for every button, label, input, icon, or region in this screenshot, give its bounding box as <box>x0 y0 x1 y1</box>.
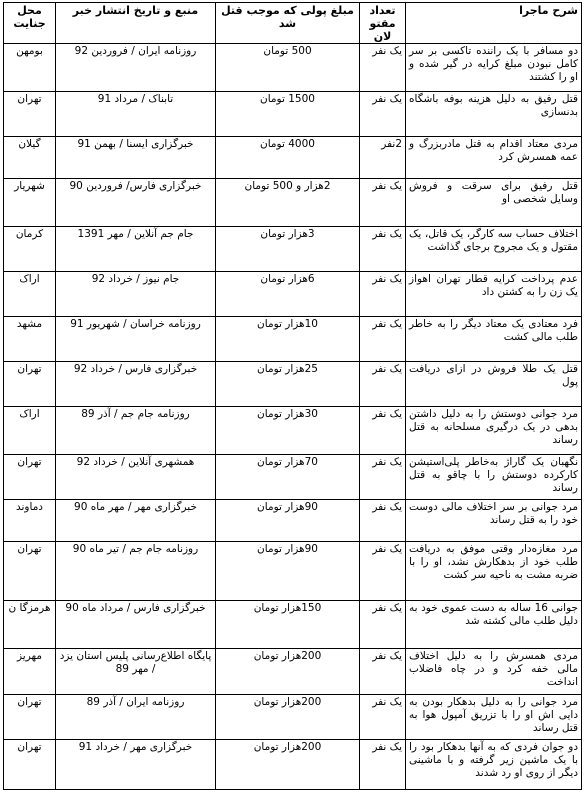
cell-place: اراک <box>4 272 56 317</box>
cell-source: روزنامه ایران / آذر 89 <box>56 695 216 740</box>
cell-description: مرد مغازه‌دار وقتی موفق به دریافت طلب خود از بدهکارش نشد، او را با ضربه مشت به ناحیه سر کشت <box>406 542 582 601</box>
cell-source: خبرگزاری فارس / خرداد 92 <box>56 362 216 407</box>
cell-amount: 3هزار تومان <box>216 227 360 272</box>
cell-victims: یک نفر <box>360 455 406 500</box>
cell-victims: یک نفر <box>360 542 406 601</box>
cell-place: تهران <box>4 455 56 500</box>
cell-place: هرمزگا ن <box>4 601 56 649</box>
cell-source: روزنامه خراسان / شهریور 91 <box>56 317 216 362</box>
cell-description: قتل رفیق به دلیل هزینه بوفه باشگاه بدنسازی <box>406 92 582 137</box>
table-row <box>4 179 582 227</box>
table-row <box>4 500 582 542</box>
cell-amount: 1500 تومان <box>216 92 360 137</box>
cell-victims: یک نفر <box>360 601 406 649</box>
header-source: منبع و تاریخ انتشار خبر <box>56 3 216 44</box>
cell-place: اراک <box>4 407 56 455</box>
cell-description: مرد جوانی بر سر اختلاف مالی دوست خود را به قتل رساند <box>406 500 582 542</box>
cell-victims: 2نفر <box>360 137 406 179</box>
cell-place: تهران <box>4 542 56 601</box>
cell-place: دماوند <box>4 500 56 542</box>
table-row <box>4 362 582 407</box>
table-row <box>4 137 582 179</box>
cell-amount: 6هزار تومان <box>216 272 360 317</box>
table-row <box>4 227 582 272</box>
table-row <box>4 272 582 317</box>
table-row <box>4 317 582 362</box>
cell-source: خبرگزاری مهر / مهر ماه 90 <box>56 500 216 542</box>
cell-place: تهران <box>4 362 56 407</box>
cell-amount: 500 تومان <box>216 44 360 92</box>
cell-victims: یک نفر <box>360 179 406 227</box>
cell-amount: 4000 تومان <box>216 137 360 179</box>
cell-source: روزنامه ایران / فروردین 92 <box>56 44 216 92</box>
table-row <box>4 649 582 695</box>
table-row <box>4 542 582 601</box>
cell-source: روزنامه جام جم / آذر 89 <box>56 407 216 455</box>
cell-place: کرمان <box>4 227 56 272</box>
cell-source: جام نیوز / خرداد 92 <box>56 272 216 317</box>
cell-amount: 200هزار تومان <box>216 649 360 695</box>
cell-place: شهریار <box>4 179 56 227</box>
header-row <box>4 3 582 44</box>
cell-description: مردی معتاد اقدام به قتل مادربزرگ و عمه همسرش کرد <box>406 137 582 179</box>
cell-place: مشهد <box>4 317 56 362</box>
cell-description: اختلاف حساب سه کارگر، یک قاتل، یک مقتول و یک مجروح برجای گذاشت <box>406 227 582 272</box>
cell-victims: یک نفر <box>360 649 406 695</box>
cell-description: جوانی 16 ساله به دست عموی خود به دلیل طلب مالی کشته شد <box>406 601 582 649</box>
cell-source: روزنامه جام جم / تیر ماه 90 <box>56 542 216 601</box>
cell-place: بومهن <box>4 44 56 92</box>
table-row <box>4 740 582 790</box>
cell-source: خبرگزاری ایسنا / بهمن 91 <box>56 137 216 179</box>
table-row <box>4 695 582 740</box>
cell-source: تابناک / مرداد 91 <box>56 92 216 137</box>
cell-amount: 25هزار تومان <box>216 362 360 407</box>
header-victims: تعداد مقتو لان <box>360 3 406 44</box>
cell-source: خبرگزاری فارس / مرداد ماه 90 <box>56 601 216 649</box>
cell-victims: یک نفر <box>360 500 406 542</box>
cell-victims: یک نفر <box>360 407 406 455</box>
cell-amount: 150هزار تومان <box>216 601 360 649</box>
cell-amount: 200هزار تومان <box>216 740 360 790</box>
cell-source: پایگاه اطلاع‌رسانی پلیس استان یزد / مهر 89 <box>56 649 216 695</box>
header-description: شرح ماجرا <box>406 3 582 44</box>
cell-place: تهران <box>4 740 56 790</box>
cell-description: دو مسافر با یک راننده تاکسی بر سر کامل نبودن مبلغ کرایه در گیر شده و او را کشتند <box>406 44 582 92</box>
cell-victims: یک نفر <box>360 740 406 790</box>
table-row <box>4 44 582 92</box>
cell-source: خبرگزاری فارس/ فروردین 90 <box>56 179 216 227</box>
cell-place: مهریز <box>4 649 56 695</box>
cell-amount: 2هزار و 500 تومان <box>216 179 360 227</box>
cell-amount: 70هزار تومان <box>216 455 360 500</box>
cell-victims: یک نفر <box>360 227 406 272</box>
cell-place: تهران <box>4 92 56 137</box>
cell-description: قتل یک طلا فروش در ازای دریافت پول <box>406 362 582 407</box>
cell-description: قتل رفیق برای سرقت و فروش وسایل شخصی او <box>406 179 582 227</box>
table-row <box>4 92 582 137</box>
cell-amount: 10هزار تومان <box>216 317 360 362</box>
cell-amount: 200هزار تومان <box>216 695 360 740</box>
cell-victims: یک نفر <box>360 362 406 407</box>
cell-description: دو جوان فردی که به آنها بدهکار بود را با یک ماشین زیر گرفته و با ماشینی دیگر از روی او رد شدند <box>406 740 582 790</box>
header-amount: مبلغ پولی که موجب قتل شد <box>216 3 360 44</box>
cell-place: تهران <box>4 695 56 740</box>
cell-description: نگهبان یک گاراژ به‌خاطر پلی‌استیشن کارکرده دوستش را با چاقو به قتل رساند <box>406 455 582 500</box>
cell-description: مرد جوانی را به دلیل بدهکار بودن به دایی اش او را با تزریق آمپول هوا به قتل رساند <box>406 695 582 740</box>
table-body <box>4 44 582 790</box>
cell-victims: یک نفر <box>360 92 406 137</box>
cell-description: عدم پرداخت کرایه قطار تهران اهواز یک زن را به کشتن داد <box>406 272 582 317</box>
cell-source: همشهری آنلاین / خرداد 92 <box>56 455 216 500</box>
murders-table <box>3 2 582 790</box>
table-row <box>4 407 582 455</box>
cell-amount: 90هزار تومان <box>216 542 360 601</box>
header-place: محل جنایت <box>4 3 56 44</box>
cell-victims: یک نفر <box>360 44 406 92</box>
table-row <box>4 455 582 500</box>
cell-victims: یک نفر <box>360 272 406 317</box>
cell-amount: 90هزار تومان <box>216 500 360 542</box>
table-row <box>4 601 582 649</box>
cell-victims: یک نفر <box>360 317 406 362</box>
cell-source: جام جم آنلاین / مهر 1391 <box>56 227 216 272</box>
cell-description: مردی همسرش را به دلیل اختلاف مالی خفه کرد و در چاه فاضلاب انداخت <box>406 649 582 695</box>
cell-source: خبرگزاری مهر / خرداد 91 <box>56 740 216 790</box>
cell-description: فرد معتادی یک معتاد دیگر را به خاطر طلب مالی کشت <box>406 317 582 362</box>
cell-description: مرد جوانی دوستش را به دلیل داشتن بدهی در یک درگیری مسلحانه به قتل رساند <box>406 407 582 455</box>
cell-place: گیلان <box>4 137 56 179</box>
cell-victims: یک نفر <box>360 695 406 740</box>
cell-amount: 30هزار تومان <box>216 407 360 455</box>
